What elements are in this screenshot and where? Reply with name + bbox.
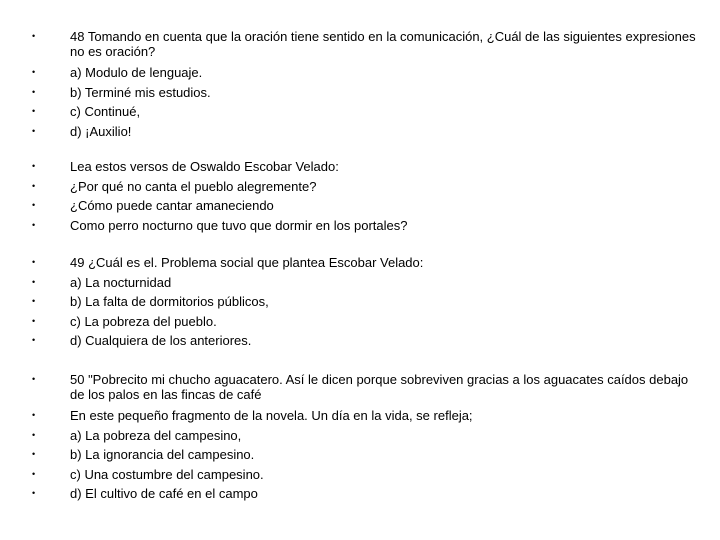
question-text: 49 ¿Cuál es el. Problema social que plantea Escobar Velado:	[70, 255, 424, 270]
list-item	[28, 28, 698, 63]
bullet: •	[32, 180, 36, 191]
list-item	[28, 445, 698, 465]
list-item	[28, 484, 698, 504]
bullet: •	[32, 429, 36, 440]
question-50-block	[28, 371, 698, 504]
list-item	[28, 371, 698, 406]
option-text: d) ¡Auxilio!	[70, 123, 132, 139]
option-text: b) La ignorancia del campesino.	[70, 447, 255, 462]
list-item	[28, 177, 698, 197]
list-item	[28, 426, 698, 446]
bullet: •	[32, 86, 36, 97]
verse-intro: Lea estos versos de Oswaldo Escobar Velado:	[70, 159, 339, 174]
bullet: •	[32, 449, 36, 459]
option-text: a) Modulo de lenguaje.	[70, 65, 203, 80]
bullet: •	[32, 276, 36, 287]
list-item	[28, 331, 698, 351]
list-item	[28, 83, 698, 103]
bullet: •	[32, 488, 36, 498]
question-49-block	[28, 253, 698, 351]
verse-line: Como perro nocturno que tuvo que dormir en los portales?	[70, 217, 408, 233]
option-text: c) La pobreza del pueblo.	[70, 313, 217, 329]
option-text: b) La falta de dormitorios públicos,	[70, 294, 269, 309]
bullet: •	[32, 296, 36, 306]
option-text: c) Una costumbre del campesino.	[70, 466, 264, 482]
list-item	[28, 102, 698, 122]
question-text: 50 "Pobrecito mi chucho aguacatero. Así le dicen porque sobreviven gracias a los aguacates caídos debajo de los palos en las fincas de café	[70, 372, 689, 402]
list-item	[28, 465, 698, 485]
option-text: a) La pobreza del campesino,	[70, 427, 242, 443]
list-item	[28, 63, 698, 83]
list-item	[28, 253, 698, 273]
question-48-block	[28, 28, 698, 141]
bullet: •	[32, 315, 36, 326]
list-item	[28, 196, 698, 216]
bullet: •	[32, 125, 36, 136]
list-item	[28, 157, 698, 177]
bullet: •	[32, 335, 36, 345]
list-item	[28, 406, 698, 426]
list-item	[28, 273, 698, 293]
question-text: 48 Tomando en cuenta que la oración tiene sentido en la comunicación, ¿Cuál de las siguientes expresiones no es oración?	[70, 29, 696, 59]
option-text: d) El cultivo de café en el campo	[70, 486, 258, 501]
bullet: •	[32, 257, 36, 267]
bullet: •	[32, 374, 36, 384]
verse-line: ¿Cómo puede cantar amaneciendo	[70, 198, 274, 213]
bullet: •	[32, 200, 36, 210]
bullet: •	[32, 410, 36, 420]
verse-block	[28, 157, 698, 235]
option-text: b) Terminé mis estudios.	[70, 84, 211, 100]
bullet: •	[32, 161, 36, 171]
option-text: a) La nocturnidad	[70, 274, 172, 290]
list-item	[28, 216, 698, 236]
option-text: c) Continué,	[70, 104, 141, 119]
list-item	[28, 292, 698, 312]
verse-line: ¿Por qué no canta el pueblo alegremente?	[70, 178, 317, 194]
bullet: •	[32, 106, 36, 116]
bullet: •	[32, 468, 36, 479]
question-text: En este pequeño fragmento de la novela. Un día en la vida, se refleja;	[70, 408, 473, 423]
option-text: d) Cualquiera de los anteriores.	[70, 333, 252, 348]
list-item	[28, 122, 698, 142]
bullet: •	[32, 31, 36, 41]
bullet: •	[32, 219, 36, 230]
bullet: •	[32, 67, 36, 77]
list-item	[28, 312, 698, 332]
